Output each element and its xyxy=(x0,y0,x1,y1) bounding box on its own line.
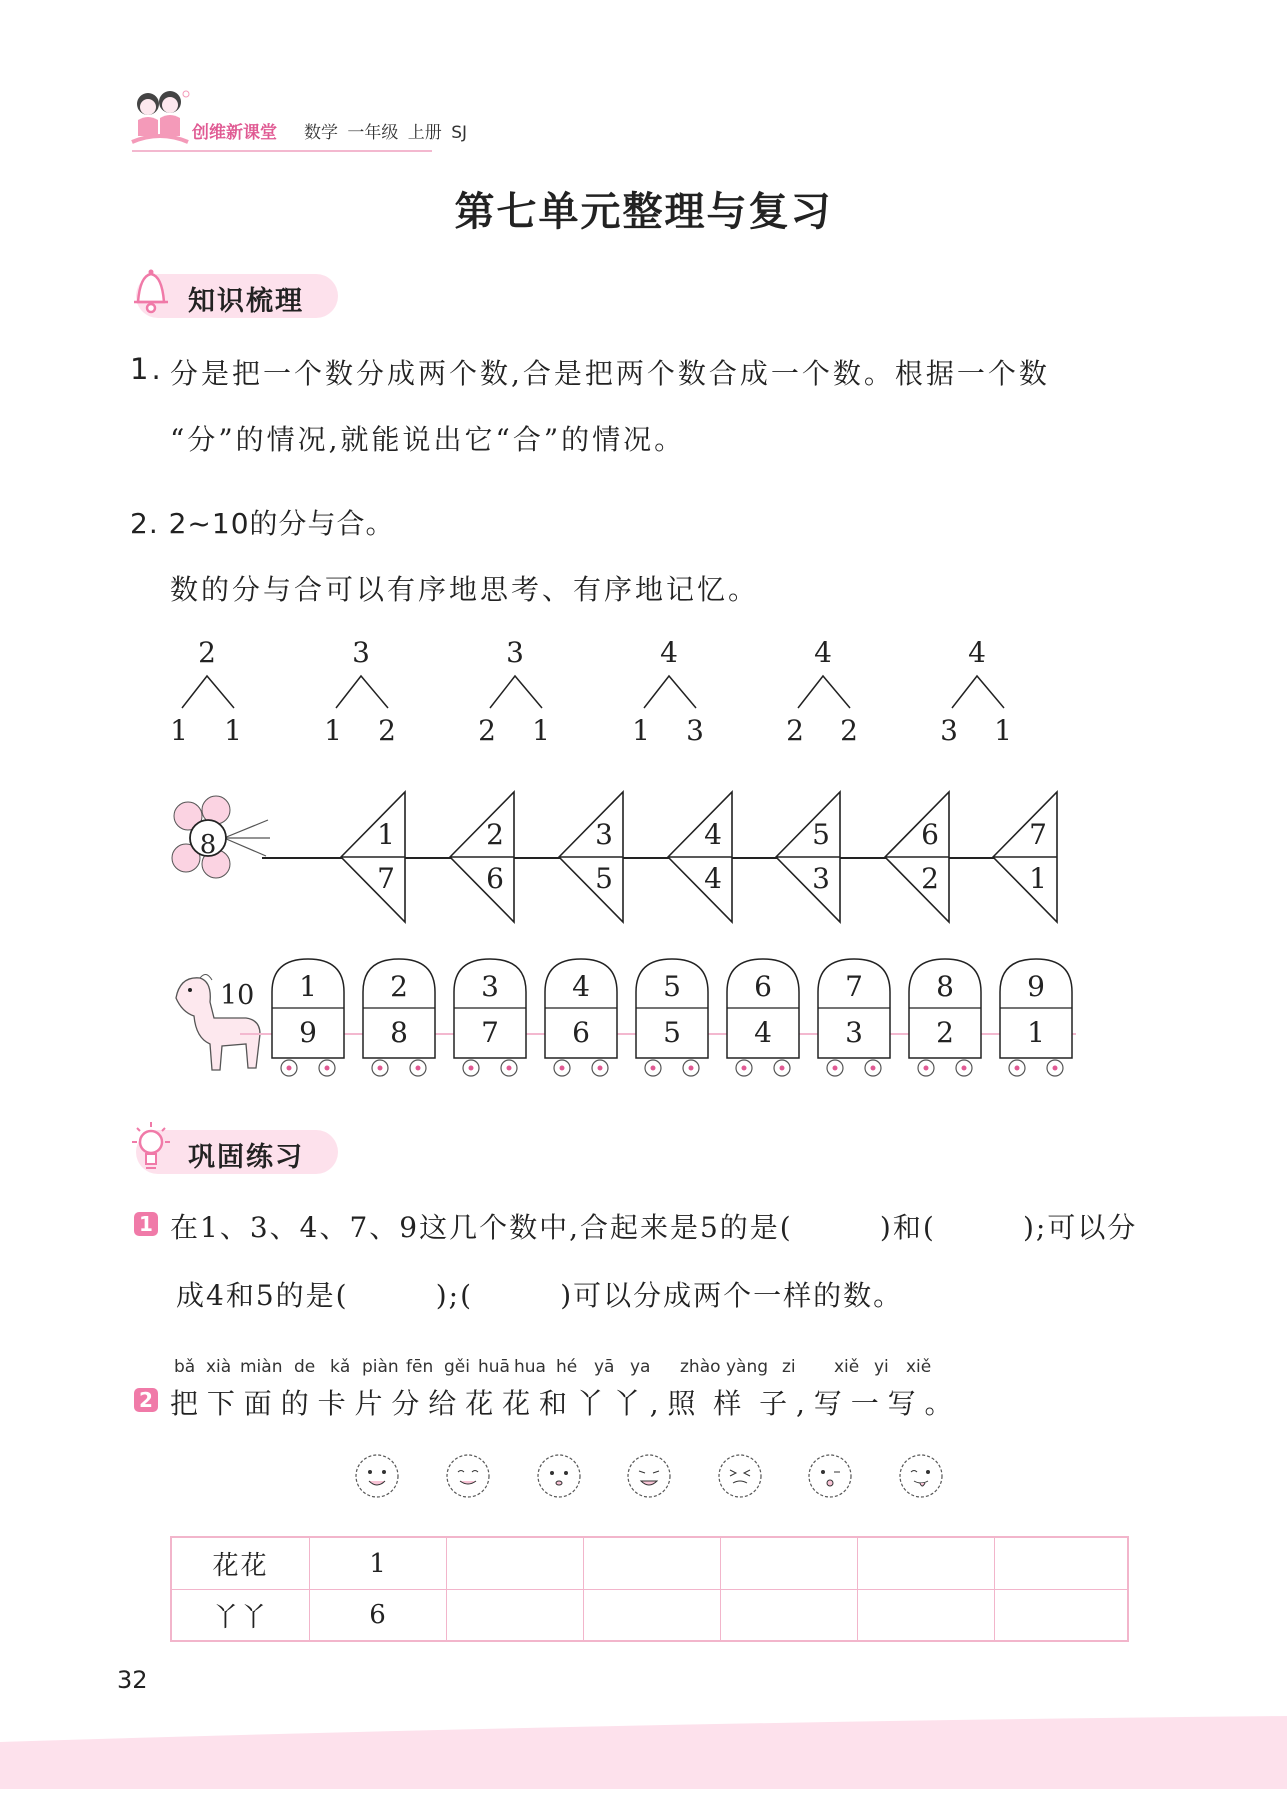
table-cell-blank[interactable] xyxy=(720,1590,857,1640)
table-cell-blank[interactable] xyxy=(994,1590,1127,1640)
table-cell-blank[interactable] xyxy=(446,1538,583,1589)
question-1-badge: 1 xyxy=(134,1212,158,1236)
triangle-bottom: 5 xyxy=(595,862,613,895)
section-title-practice: 巩固练习 xyxy=(188,1142,304,1173)
car-top: 4 xyxy=(572,970,590,1003)
question-1-line2: 成4和5的是( );( )可以分成两个一样的数。 xyxy=(176,1279,904,1312)
split-tree xyxy=(776,636,876,746)
pinyin-syllable: yi xyxy=(874,1357,889,1377)
pinyin-syllable: xiě xyxy=(906,1357,932,1377)
point2-text: 数的分与合可以有序地思考、有序地记忆。 xyxy=(170,573,760,606)
question-2-badge: 2 xyxy=(134,1388,158,1412)
table-cell-blank[interactable] xyxy=(857,1538,994,1589)
table-cell-blank[interactable] xyxy=(583,1590,720,1640)
triangle-top: 6 xyxy=(921,818,939,851)
table-cell-blank[interactable] xyxy=(583,1538,720,1589)
face-card-icon xyxy=(536,1453,582,1499)
pinyin-syllable: yā xyxy=(594,1357,615,1377)
triangle-card xyxy=(339,790,407,924)
pinyin-syllable: miàn xyxy=(240,1357,283,1377)
car-bottom: 9 xyxy=(299,1016,317,1049)
triangle-top: 1 xyxy=(377,818,395,851)
car-bottom: 2 xyxy=(936,1016,954,1049)
car-top: 3 xyxy=(481,970,499,1003)
car-bottom: 6 xyxy=(572,1016,590,1049)
table-cell-blank[interactable] xyxy=(994,1538,1127,1589)
pinyin-syllable: de xyxy=(294,1357,316,1377)
split-part-right: 2 xyxy=(378,714,396,747)
split-part-right: 1 xyxy=(532,714,550,747)
pinyin-syllable: huā xyxy=(478,1357,510,1377)
pinyin-syllable: kǎ xyxy=(330,1357,351,1377)
split-total: 3 xyxy=(352,636,370,669)
car-top: 5 xyxy=(663,970,681,1003)
triangle-top: 2 xyxy=(486,818,504,851)
point1-line1: 分是把一个数分成两个数,合是把两个数合成一个数。根据一个数 xyxy=(170,357,1050,390)
answer-table xyxy=(170,1536,1129,1642)
train-car xyxy=(362,958,436,1078)
footer-band xyxy=(0,1712,1287,1789)
pinyin-syllable: piàn xyxy=(362,1357,399,1377)
page-number: 32 xyxy=(117,1666,148,1694)
triangle-card xyxy=(557,790,625,924)
split-part-left: 3 xyxy=(940,714,958,747)
split-part-left: 2 xyxy=(478,714,496,747)
split-part-right: 3 xyxy=(686,714,704,747)
point1-number: 1. xyxy=(130,352,164,386)
train-car xyxy=(544,958,618,1078)
train-car xyxy=(908,958,982,1078)
triangle-card xyxy=(774,790,842,924)
car-bottom: 7 xyxy=(481,1016,499,1049)
table-cell-blank[interactable] xyxy=(857,1590,994,1640)
car-bottom: 4 xyxy=(754,1016,772,1049)
horse-icon xyxy=(166,968,270,1078)
face-card-icon xyxy=(354,1453,400,1499)
car-top: 8 xyxy=(936,970,954,1003)
header-mascot xyxy=(126,86,196,152)
split-total: 4 xyxy=(814,636,832,669)
triangle-bottom: 2 xyxy=(921,862,939,895)
pinyin-syllable: xiě xyxy=(834,1357,860,1377)
triangle-bottom: 3 xyxy=(812,862,830,895)
eight-center: 8 xyxy=(199,830,217,860)
split-total: 4 xyxy=(968,636,986,669)
car-bottom: 3 xyxy=(845,1016,863,1049)
triangle-card xyxy=(883,790,951,924)
pinyin-syllable: gěi xyxy=(444,1357,470,1377)
triangle-top: 5 xyxy=(812,818,830,851)
train-car xyxy=(999,958,1073,1078)
pinyin-syllable: xià xyxy=(206,1357,232,1377)
train-car xyxy=(635,958,709,1078)
split-tree xyxy=(930,636,1030,746)
table-row-label: 花花 xyxy=(212,1551,269,1581)
triangle-card xyxy=(448,790,516,924)
split-part-right: 2 xyxy=(840,714,858,747)
face-card-icon xyxy=(626,1453,672,1499)
question-1-line1: 在1、3、4、7、9这几个数中,合起来是5的是( )和( );可以分 xyxy=(170,1211,1138,1244)
train-car xyxy=(453,958,527,1078)
face-card-icon xyxy=(807,1453,853,1499)
triangle-bottom: 4 xyxy=(704,862,722,895)
car-top: 7 xyxy=(845,970,863,1003)
triangle-card xyxy=(666,790,734,924)
pinyin-syllable: zhào xyxy=(680,1357,721,1377)
triangle-top: 4 xyxy=(704,818,722,851)
pinyin-syllable: ya xyxy=(630,1357,651,1377)
split-part-right: 1 xyxy=(224,714,242,747)
pinyin-syllable: hé xyxy=(556,1357,578,1377)
triangle-bottom: 6 xyxy=(486,862,504,895)
car-bottom: 8 xyxy=(390,1016,408,1049)
split-total: 4 xyxy=(660,636,678,669)
car-top: 6 xyxy=(754,970,772,1003)
split-tree xyxy=(468,636,568,746)
bell-icon xyxy=(128,266,174,316)
point2-heading: 2. 2~10的分与合。 xyxy=(130,507,395,540)
split-total: 3 xyxy=(506,636,524,669)
table-cell-blank[interactable] xyxy=(446,1590,583,1640)
face-card-icon xyxy=(898,1453,944,1499)
split-tree xyxy=(314,636,414,746)
car-top: 2 xyxy=(390,970,408,1003)
subject-label: 数学 一年级 上册 SJ xyxy=(304,123,468,143)
section-title-knowledge: 知识梳理 xyxy=(188,286,304,317)
triangle-top: 3 xyxy=(595,818,613,851)
table-row-label: 丫丫 xyxy=(212,1602,269,1633)
triangle-card xyxy=(991,790,1059,924)
table-cell-blank[interactable] xyxy=(720,1538,857,1589)
split-part-left: 1 xyxy=(324,714,342,747)
face-card-icon xyxy=(445,1453,491,1499)
split-part-left: 1 xyxy=(632,714,650,747)
triangle-top: 7 xyxy=(1029,818,1047,851)
question-2-pinyin xyxy=(0,1357,1287,1381)
train-car xyxy=(817,958,891,1078)
pinyin-syllable: zi xyxy=(782,1357,796,1377)
car-bottom: 5 xyxy=(663,1016,681,1049)
pinyin-syllable: bǎ xyxy=(174,1357,196,1377)
train-car xyxy=(271,958,345,1078)
train-car xyxy=(726,958,800,1078)
split-part-left: 1 xyxy=(170,714,188,747)
header-underline xyxy=(132,150,432,152)
car-top: 9 xyxy=(1027,970,1045,1003)
triangle-bottom: 7 xyxy=(377,862,395,895)
car-bottom: 1 xyxy=(1027,1016,1045,1049)
brand-name: 创维新课堂 xyxy=(192,123,277,143)
question-2-text: 把 下 面 的 卡 片 分 给 花 花 和 丫 丫 , 照 样 子 , 写 一 写 。 xyxy=(170,1387,953,1420)
pinyin-syllable: fēn xyxy=(406,1357,434,1377)
triangle-bottom: 1 xyxy=(1029,862,1047,895)
lightbulb-icon xyxy=(126,1120,176,1176)
split-tree xyxy=(160,636,260,746)
car-top: 1 xyxy=(299,970,317,1003)
table-cell-example: 6 xyxy=(369,1600,386,1630)
split-part-right: 1 xyxy=(994,714,1012,747)
pinyin-syllable: yàng xyxy=(726,1357,769,1377)
ten-label: 10 xyxy=(220,980,255,1011)
face-card-icon xyxy=(717,1453,763,1499)
split-tree xyxy=(622,636,722,746)
split-part-left: 2 xyxy=(786,714,804,747)
split-total: 2 xyxy=(198,636,216,669)
pinyin-syllable: hua xyxy=(514,1357,546,1377)
page-title: 第七单元整理与复习 xyxy=(454,189,833,235)
point1-line2: “分”的情况,就能说出它“合”的情况。 xyxy=(170,423,686,456)
table-cell-example: 1 xyxy=(369,1548,386,1579)
